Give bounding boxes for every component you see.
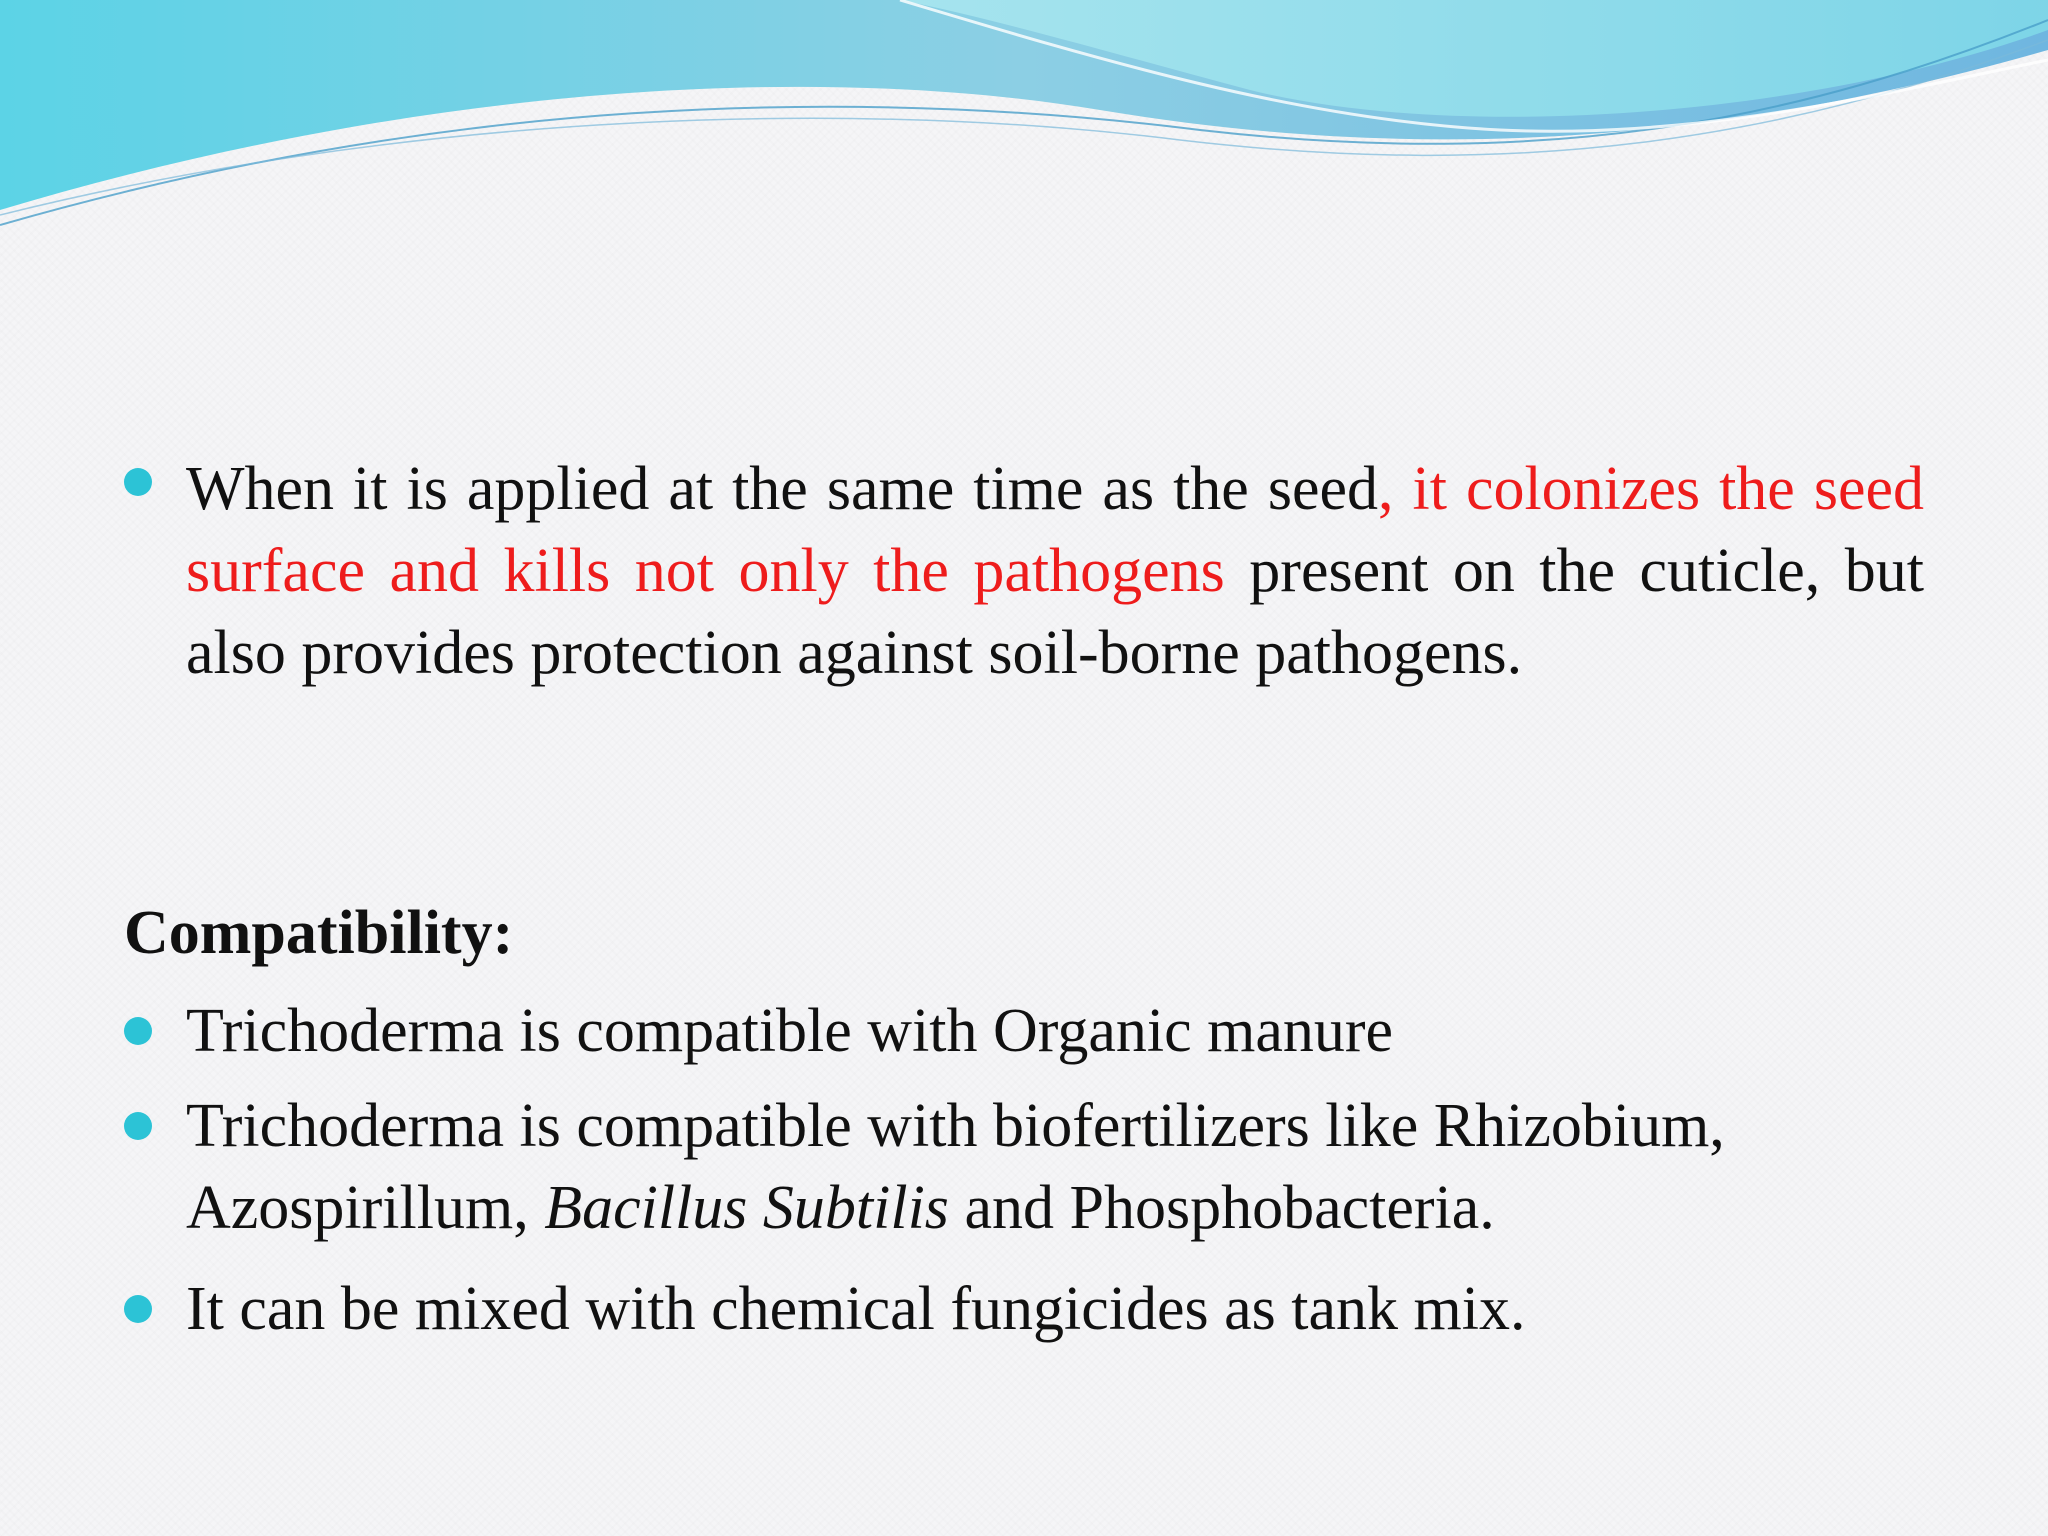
bullet-dot-icon — [124, 468, 152, 496]
bullet-dot-icon — [124, 1112, 152, 1140]
bullet-paragraph-1 — [186, 448, 1924, 694]
bullet-dot-icon — [124, 1017, 152, 1045]
bullet1-text-part1: When it is applied at the same time as the seed — [186, 455, 1378, 523]
bullet-paragraph-2: Trichoderma is compatible with Organic manure — [186, 997, 1394, 1065]
bullet1-text-part3: present on the cuticle, but also provides protection against soil-borne pathogens. — [186, 537, 1924, 687]
bullet-paragraph-4: It can be mixed with chemical fungicides as tank mix. — [186, 1275, 1526, 1343]
bullet3-text-italic: Bacillus Subtilis — [544, 1174, 949, 1242]
section-heading-compatibility: Compatibility: — [124, 899, 514, 967]
bullet-paragraph-3 — [186, 1085, 1886, 1249]
bullet1-text-highlight: , it colonizes the seed surface and kills not only the pathogens — [186, 455, 1924, 605]
bullet3-text-part1: Trichoderma is compatible with biofertilizers like Rhizobium, Azospirillum, — [186, 1092, 1725, 1242]
bullet-dot-icon — [124, 1295, 152, 1323]
bullet3-text-part2: and Phosphobacteria. — [948, 1174, 1495, 1242]
